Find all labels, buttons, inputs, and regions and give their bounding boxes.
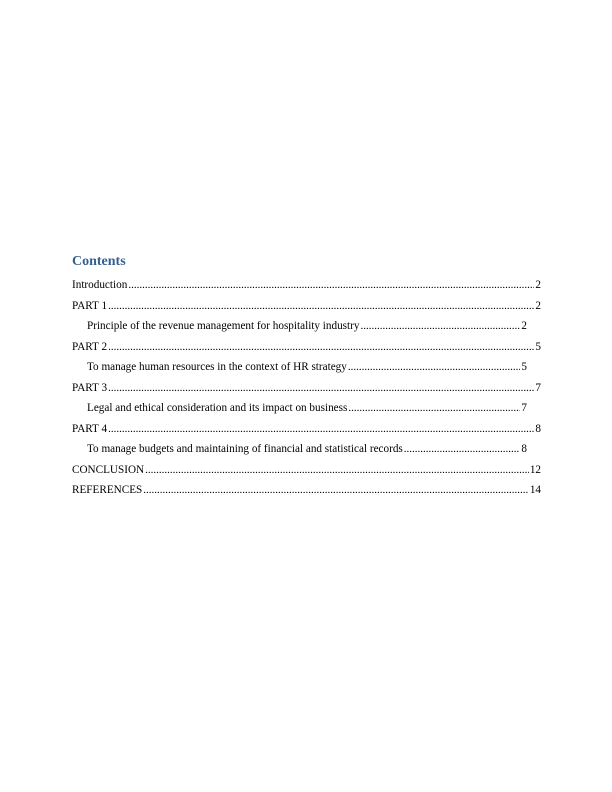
toc-dot-leader [108, 337, 534, 358]
toc-dot-leader [128, 275, 534, 296]
toc-entry-part-3[interactable] [72, 378, 541, 399]
toc-entry-human-resources[interactable] [72, 357, 527, 378]
toc-dot-leader [348, 398, 520, 419]
toc-entry-page: 2 [535, 299, 541, 312]
toc-entry-title: PART 2 [72, 340, 108, 353]
toc-heading: Contents [72, 254, 126, 269]
toc-entry-title: Principle of the revenue management for hospitality industry [87, 320, 360, 332]
toc-entry-page: 14 [529, 484, 541, 496]
toc-entry-page: 12 [529, 463, 541, 476]
toc-dot-leader [145, 460, 529, 481]
toc-list [72, 275, 541, 501]
toc-dot-leader [143, 480, 529, 501]
toc-entry-title: CONCLUSION [72, 463, 145, 476]
table-of-contents [72, 253, 541, 501]
toc-dot-leader [360, 316, 520, 337]
toc-entry-page: 7 [521, 402, 527, 414]
toc-entry-page: 5 [535, 340, 541, 353]
toc-dot-leader [108, 378, 534, 399]
toc-entry-page: 7 [535, 381, 541, 394]
toc-entry-title: Introduction [72, 279, 128, 291]
toc-entry-page: 8 [535, 422, 541, 435]
toc-entry-title: To manage human resources in the context of HR strategy [87, 361, 347, 373]
toc-entry-conclusion[interactable] [72, 460, 541, 481]
toc-entry-page: 2 [521, 320, 527, 332]
toc-entry-page: 8 [521, 443, 527, 455]
toc-entry-part-2[interactable] [72, 337, 541, 358]
toc-entry-page: 2 [535, 279, 541, 291]
toc-entry-title: REFERENCES [72, 484, 143, 496]
toc-entry-page: 5 [521, 361, 527, 373]
toc-entry-part-4[interactable] [72, 419, 541, 440]
toc-dot-leader [108, 296, 534, 317]
toc-entry-title: PART 1 [72, 299, 108, 312]
toc-entry-title: To manage budgets and maintaining of financial and statistical records [87, 443, 403, 455]
toc-entry-title: Legal and ethical consideration and its impact on business [87, 402, 348, 414]
toc-entry-title: PART 4 [72, 422, 108, 435]
toc-dot-leader [404, 439, 521, 460]
toc-entry-legal-ethical[interactable] [72, 398, 527, 419]
toc-entry-introduction[interactable] [72, 275, 541, 296]
toc-entry-budgets[interactable] [72, 439, 527, 460]
toc-entry-part-1[interactable] [72, 296, 541, 317]
toc-entry-revenue-management[interactable] [72, 316, 527, 337]
toc-entry-title: PART 3 [72, 381, 108, 394]
toc-dot-leader [108, 419, 534, 440]
toc-dot-leader [348, 357, 521, 378]
toc-entry-references[interactable] [72, 480, 541, 501]
